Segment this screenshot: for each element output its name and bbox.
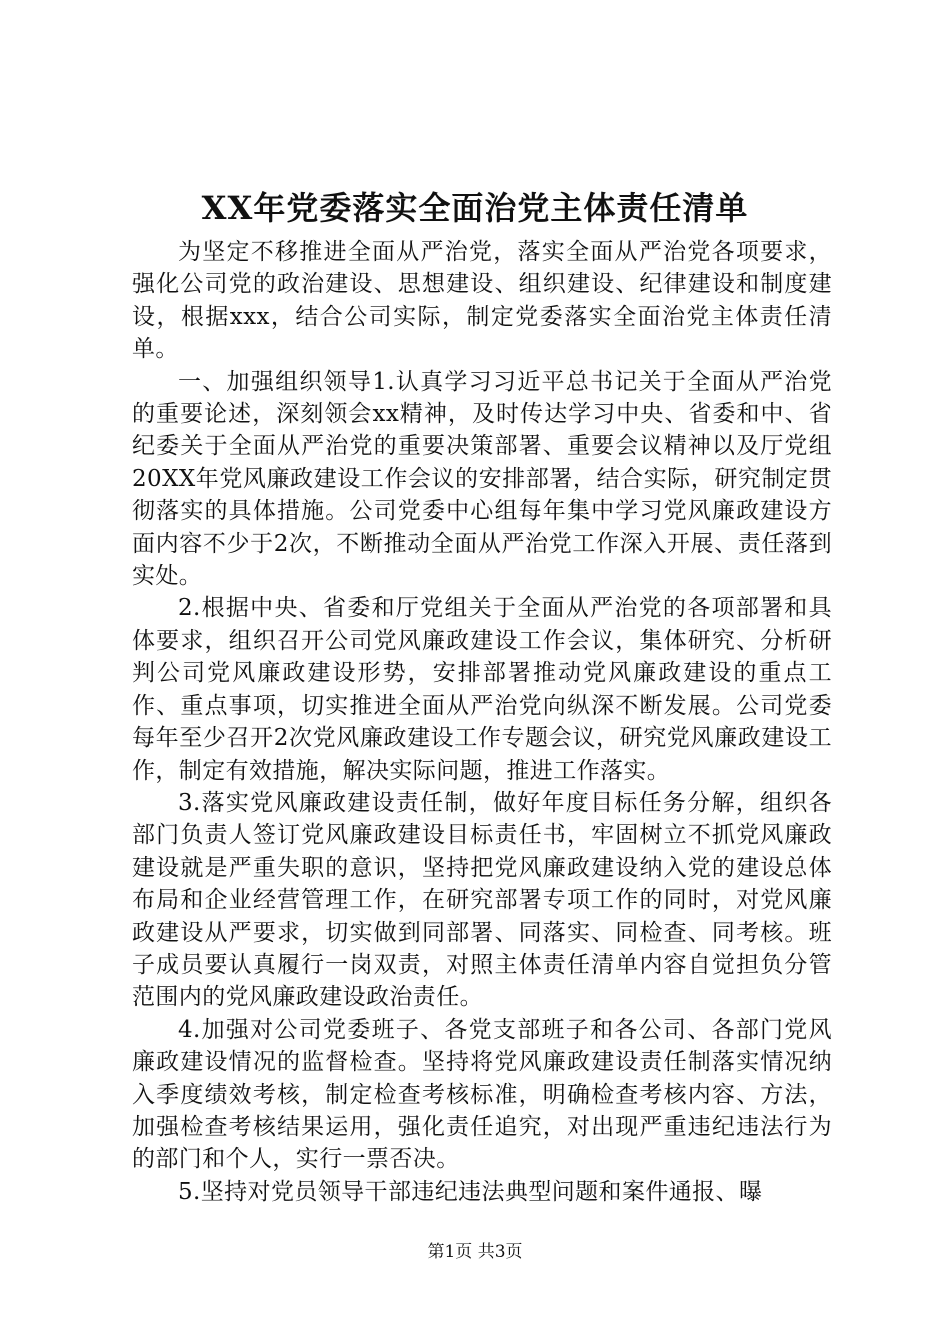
paragraph-item-2: 2.根据中央、省委和厅党组关于全面从严治党的各项部署和具体要求，组织召开公司党风廉政建设工作会议，集体研究、分析研判公司党风廉政建设形势，安排部署推动党风廉政建设的重点工作、重点事项，切实推进全面从严治党向纵深不断发展。公司党委每年至少召开2次党风廉政建设工作专题会议，研究党风廉政建设工作，制定有效措施，解决实际问题，推进工作落实。 (132, 595, 832, 784)
paragraph-item-3: 3.落实党风廉政建设责任制，做好年度目标任务分解，组织各部门负责人签订党风廉政建设目标责任书，牢固树立不抓党风廉政建设就是严重失职的意识，坚持把党风廉政建设纳入党的建设总体布局和企业经营管理工作，在研究部署专项工作的同时，对党风廉政建设从严要求，切实做到同部署、同落实、同检查、同考核。班子成员要认真履行一岗双责，对照主体责任清单内容自觉担负分管范围内的党风廉政建设政治责任。 (132, 789, 832, 1011)
paragraph-intro: 为坚定不移推进全面从严治党，落实全面从严治党各项要求，强化公司党的政治建设、思想建设、组织建设、纪律建设和制度建设，根据xxx，结合公司实际，制定党委落实全面治党主体责任清单。 (132, 239, 832, 363)
paragraph-item-4: 4.加强对公司党委班子、各党支部班子和各公司、各部门党风廉政建设情况的监督检查。坚持将党风廉政建设责任制落实情况纳入季度绩效考核，制定检查考核标准，明确检查考核内容、方法，加强检查考核结果运用，强化责任追究，对出现严重违纪违法行为的部门和个人，实行一票否决。 (132, 1016, 832, 1173)
page-number-footer: 第1页 共3页 (427, 1242, 523, 1262)
document-body (132, 236, 832, 1208)
document-title: XX年党委落实全面治党主体责任清单 (201, 189, 749, 227)
paragraph-item-5: 5.坚持对党员领导干部违纪违法典型问题和案件通报、曝 (178, 1178, 763, 1205)
paragraph-item-1: 一、加强组织领导1.认真学习习近平总书记关于全面从严治党的重要论述，深刻领会xx精神，及时传达学习中央、省委和中、省纪委关于全面从严治党的重要决策部署、重要会议精神以及厅党组20XX年党风廉政建设工作会议的安排部署，结合实际，研究制定贯彻落实的具体措施。公司党委中心组每年集中学习党风廉政建设方面内容不少于2次，不断推动全面从严治党工作深入开展、责任落到实处。 (132, 368, 832, 590)
